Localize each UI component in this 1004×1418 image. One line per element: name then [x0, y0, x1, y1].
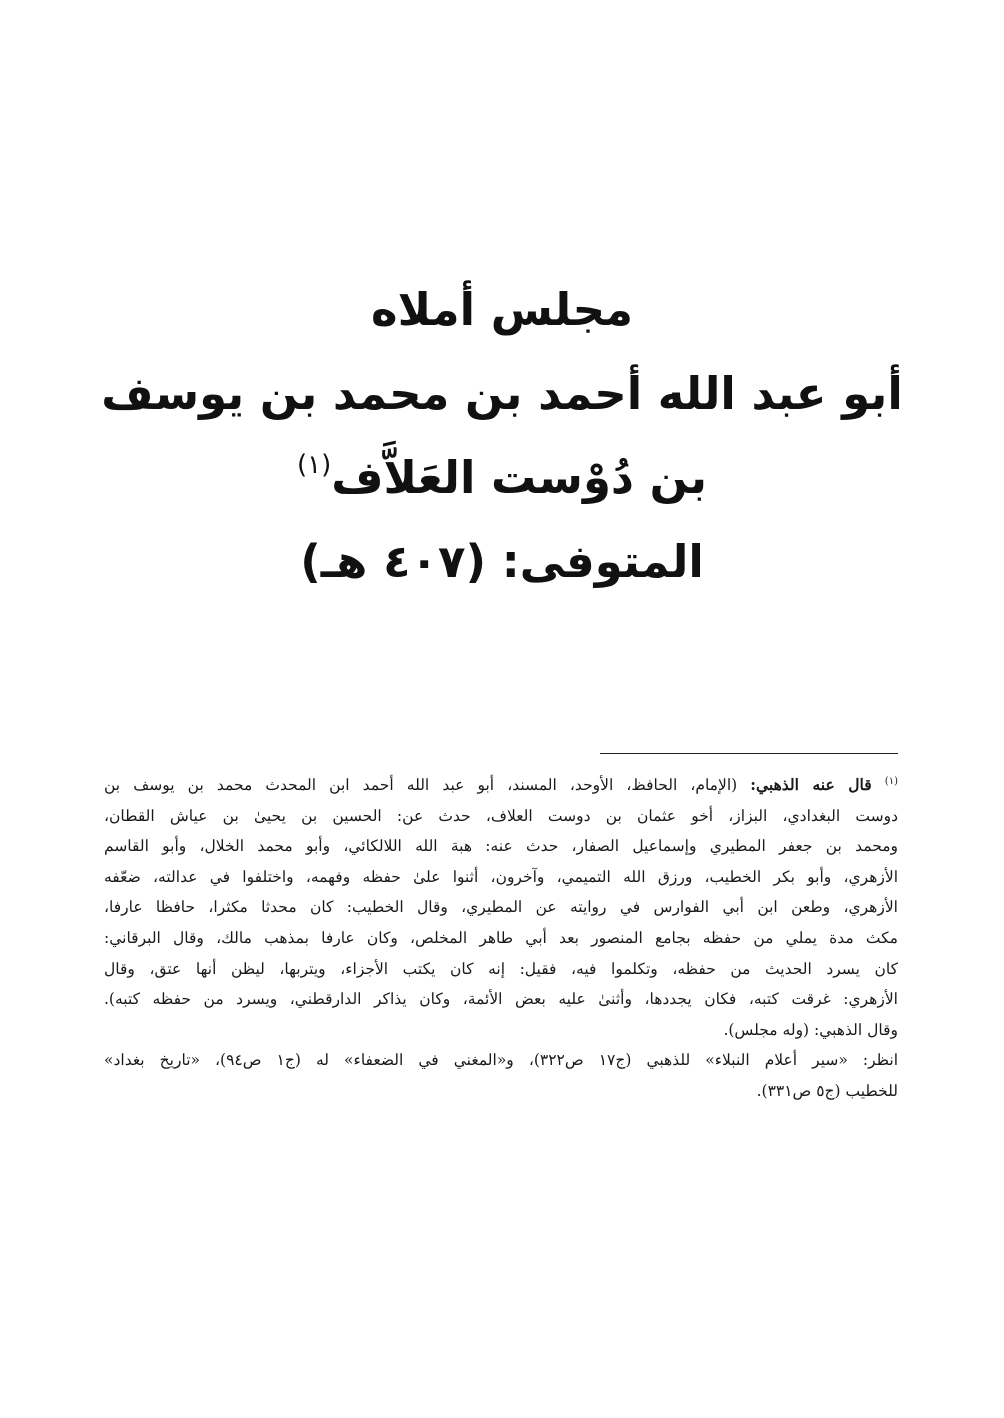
footnote-reference-line-2: للخطيب (ج٥ ص٣٣١). — [756, 1081, 898, 1100]
title-death-date: المتوفى: (٤٠٧ هـ) — [300, 535, 704, 588]
footnote-marker: (١) — [884, 776, 898, 787]
footnote-separator — [600, 753, 898, 754]
footnote-line-9: وقال الذهبي: (وله مجلس). — [723, 1020, 898, 1039]
title-author-name: أبو عبد الله أحمد بن محمد بن يوسف — [101, 367, 903, 420]
footnote-text: (الإمام، الحافظ، الأوحد، المسند، أبو عبد الله أحمد ابن المحدث محمد بن يوسف بن — [104, 776, 738, 794]
title-majlis: مجلس أملاه — [371, 283, 633, 336]
title-author-nisba-text: بن دُوْست العَلاَّف — [331, 451, 708, 504]
footnote-line-8: الأزهري: غرقت كتبه، فكان يجددها، وأثنىٰ عليه بعض الأئمة، وكان يذاكر الدارقطني، ويسرد من حفظه كتبه). — [104, 990, 898, 1009]
title-block — [0, 268, 1004, 604]
title-author-nisba — [0, 436, 1004, 520]
footnote-line-2: دوست البغدادي، البزاز، أخو عثمان بن دوست العلاف، حدث عن: الحسين بن يحيىٰ بن عياش القطان، — [104, 806, 898, 825]
footnote-line-6: مكث مدة يملي من حفظه بجامع المنصور بعد أبي طاهر المخلص، وكان عارفا بمذهب مالك، وقال البرقاني: — [104, 928, 898, 947]
footnotes — [104, 770, 898, 1107]
footnote-line-1 — [104, 770, 898, 801]
footnote-lead: قال عنه الذهبي: — [750, 775, 872, 794]
footnote-line-3: ومحمد بن جعفر المطيري وإسماعيل الصفار، حدث عنه: هبة الله اللالكائي، وأبو محمد الخلال، وأبو القاسم — [104, 837, 898, 856]
footnote-reference-line-1: انظر: «سير أعلام النبلاء» للذهبي (ج١٧ ص٣٢٢)، و«المغني في الضعفاء» له (ج١ ص٩٤)، «تاريخ بغداد» — [104, 1051, 898, 1070]
footnote-line-5: الأزهري، وطعن ابن أبي الفوارس في روايته عن المطيري، وقال الخطيب: كان محدثا مكثرا، حافظا عارفا، — [104, 898, 898, 917]
footnote-line-4: الأزهري، وأبو بكر الخطيب، ورزق الله التميمي، وآخرون، أثنوا علىٰ حفظه وفهمه، واختلفوا في عدالته، ضعّفه — [104, 867, 898, 886]
footnote-reference-marker: (١) — [296, 450, 332, 480]
footnote-line-7: كان يسرد الحديث من حفظه، وتكلموا فيه، فقيل: إنه كان يكتب الأجزاء، ويتربها، ليظن أنها عتق، وقال — [104, 959, 898, 978]
